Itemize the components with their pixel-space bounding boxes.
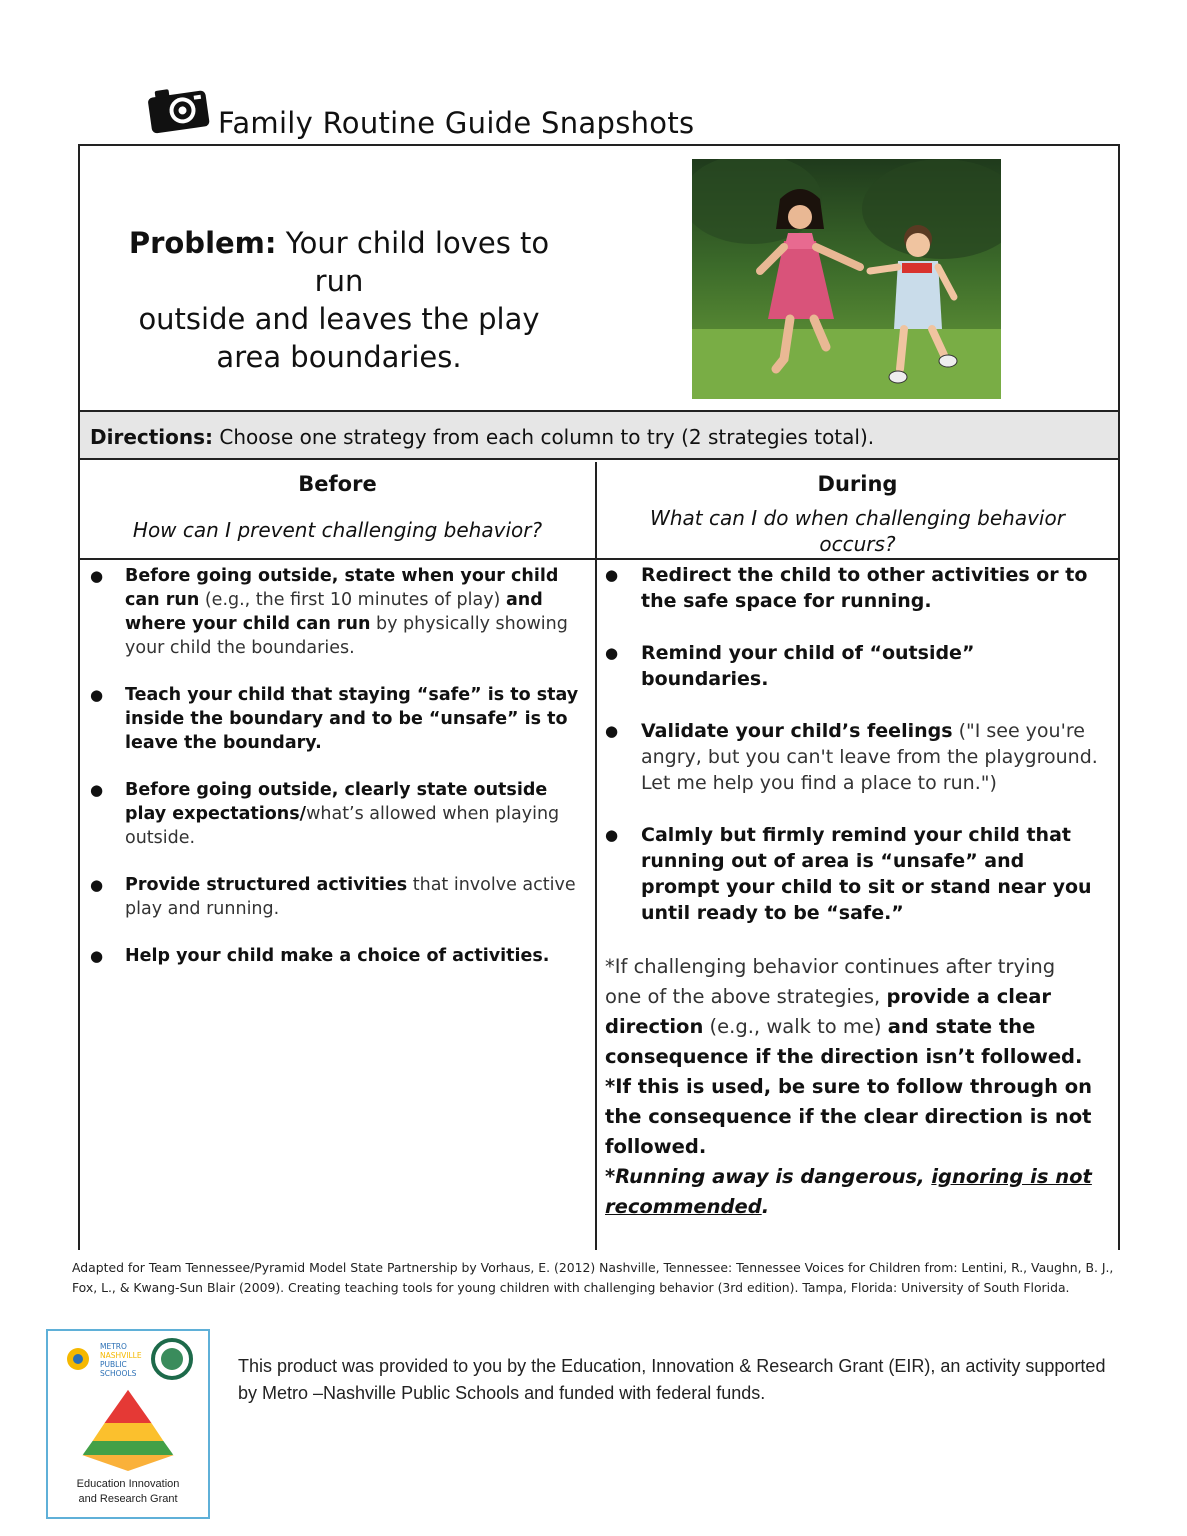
before-heading: Before xyxy=(298,472,377,496)
pyramid-logo-graphic xyxy=(48,1331,208,1517)
grant-statement: This product was provided to you by the Education, Innovation & Research Grant (EIR), an activity supported by Metro –Nashville Public Schools and funded with federal funds. xyxy=(238,1356,1106,1403)
before-strategy-2: ● Teach your child that staying “safe” is to stay inside the boundary and to be “unsafe” is to leave the boundary. xyxy=(90,685,579,753)
before-question: How can I prevent challenging behavior? xyxy=(132,518,543,542)
page-title: Family Routine Guide Snapshots xyxy=(218,106,695,140)
note-paragraph-3: *Running away is dangerous, ignoring is not recommended. xyxy=(605,1165,1092,1218)
org-line-1: METRO xyxy=(100,1342,127,1351)
during-column-header xyxy=(597,472,1118,557)
problem-row xyxy=(80,146,1118,412)
children-running-photo xyxy=(692,159,1001,399)
during-strategy-3: ● Validate your child’s feelings ("I see you're angry, but you can't leave from the playground. Let me help you find a place to run.") xyxy=(605,720,1098,794)
before-column-header xyxy=(80,472,595,542)
during-question: What can I do when challenging behavior occurs? xyxy=(650,506,1065,556)
camera-icon xyxy=(145,80,211,134)
routine-guide-table xyxy=(78,144,1120,1250)
org-line-2: NASHVILLE xyxy=(100,1351,142,1360)
problem-line-2: outside and leaves the play xyxy=(138,302,540,336)
column-divider xyxy=(595,462,597,1250)
citation: Adapted for Team Tennessee/Pyramid Model State Partnership by Vorhaus, E. (2012) Nashville, Tennessee: Tennessee Voices for Children from: Lentini, R., Vaughn, B. J., Fox, L., & Kwang-Sun Blair (2009). Creating teaching tools for young children with challenging behavior (3rd edition). Tampa, Florida: University of South Florida. xyxy=(72,1260,1114,1295)
during-heading: During xyxy=(817,472,898,496)
problem-line-1: Your child loves to run xyxy=(285,226,550,298)
before-strategy-1: ● Before going outside, state when your child can run (e.g., the first 10 minutes of play) and where your child can run by physically showing your child the boundaries. xyxy=(90,566,568,658)
during-strategy-list xyxy=(605,562,1105,926)
logo-caption-1: Education Innovation xyxy=(76,1478,180,1490)
during-note xyxy=(605,952,1095,1222)
during-strategy-2: ● Remind your child of “outside” boundaries. xyxy=(605,642,975,690)
before-strategy-3: ● Before going outside, clearly state outside play expectations/what’s allowed when playing outside. xyxy=(90,780,560,848)
problem-line-3: area boundaries. xyxy=(216,340,462,374)
directions-row xyxy=(80,412,1118,460)
note-paragraph-2: *If this is used, be sure to follow through on the consequence if the clear direction is not followed. xyxy=(605,1075,1093,1158)
before-strategy-5: ● Help your child make a choice of activities. xyxy=(90,946,550,966)
eir-logo xyxy=(46,1329,210,1519)
before-strategy-4: ● Provide structured activities that involve active play and running. xyxy=(90,875,576,919)
during-strategy-4: ● Calmly but firmly remind your child that running out of area is “unsafe” and prompt your child to sit or stand near you until ready to be “safe.” xyxy=(605,824,1092,924)
during-strategy-1: ● Redirect the child to other activities or to the safe space for running. xyxy=(605,564,1088,612)
header-divider xyxy=(80,558,1118,560)
directions-text: Choose one strategy from each column to try (2 strategies total). xyxy=(219,425,875,449)
org-line-4: SCHOOLS xyxy=(100,1369,137,1378)
problem-statement xyxy=(100,224,578,376)
logo-caption-2: and Research Grant xyxy=(78,1493,178,1505)
org-line-3: PUBLIC xyxy=(100,1360,127,1369)
note-paragraph-1: *If challenging behavior continues after trying one of the above strategies, provide a clear direction (e.g., walk to me) and state the consequence if the direction isn’t followed. xyxy=(605,955,1083,1068)
problem-label: Problem: xyxy=(128,226,277,260)
directions-label: Directions: xyxy=(90,425,214,449)
before-strategy-list xyxy=(90,564,580,968)
